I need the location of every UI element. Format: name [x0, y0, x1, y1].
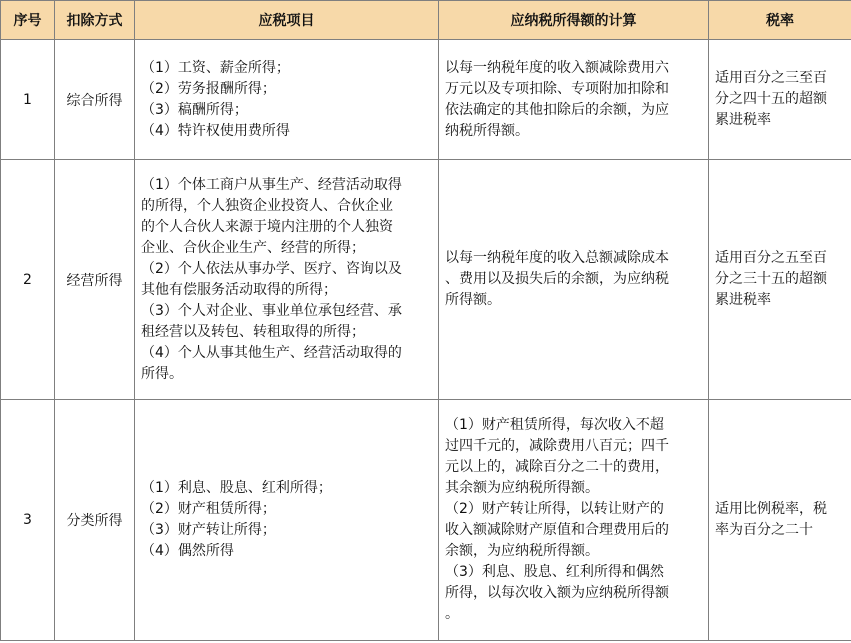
calc-line: 元以上的，减除百分之二十的费用，	[445, 459, 669, 475]
rate-line: 分之四十五的超额	[715, 91, 827, 107]
item-line: 的所得，个人独资企业投资人、合伙企业	[141, 197, 393, 214]
item-line: （2）劳务报酬所得；	[141, 80, 276, 97]
row-items	[135, 160, 439, 400]
calc-line: 余额，为应纳税所得额。	[445, 543, 599, 559]
item-line: （3）稿酬所得；	[141, 101, 248, 118]
header-method: 扣除方式	[55, 1, 135, 40]
row-rate	[709, 400, 851, 641]
row-index: 3	[1, 400, 55, 641]
item-line: 的个人合伙人来源于境内注册的个人独资	[141, 218, 393, 235]
calc-line: 收入额减除财产原值和合理费用后的	[445, 522, 669, 538]
calc-line: 以每一纳税年度的收入额减除费用六	[445, 59, 669, 76]
item-line: 其他有偿服务活动取得的所得；	[141, 281, 337, 298]
table-row	[1, 40, 851, 160]
calc-line: （3）利息、股息、红利所得和偶然	[445, 564, 664, 580]
rate-line: 率为百分之二十	[715, 522, 813, 538]
row-calc	[439, 400, 709, 641]
calc-line: 。	[445, 606, 459, 622]
item-line: （1）个体工商户从事生产、经营活动取得	[141, 176, 402, 193]
rate-line: 累进税率	[715, 292, 771, 308]
item-line: （1）工资、薪金所得；	[141, 59, 290, 76]
item-line: （4）个人从事其他生产、经营活动取得的	[141, 344, 402, 361]
rate-line: 累进税率	[715, 112, 771, 128]
rate-line: 适用百分之三至百	[715, 70, 827, 86]
item-line: （4）特许权使用费所得	[141, 122, 290, 139]
row-rate	[709, 40, 851, 160]
header-items: 应税项目	[135, 1, 439, 40]
calc-line: 依法确定的其他扣除后的余额，为应	[445, 101, 669, 118]
header-index: 序号	[1, 1, 55, 40]
row-method: 经营所得	[55, 160, 135, 400]
calc-line: 所得，以每次收入额为应纳税所得额	[445, 585, 669, 601]
row-items	[135, 400, 439, 641]
row-method: 分类所得	[55, 400, 135, 641]
rate-line: 适用百分之五至百	[715, 250, 827, 266]
header-rate: 税率	[709, 1, 851, 40]
row-rate	[709, 160, 851, 400]
row-items	[135, 40, 439, 160]
item-line: 所得。	[141, 365, 183, 382]
table-row	[1, 160, 851, 400]
row-index: 2	[1, 160, 55, 400]
row-calc	[439, 40, 709, 160]
calc-line: （1）财产租赁所得，每次收入不超	[445, 417, 664, 433]
item-line: （4）偶然所得	[141, 543, 234, 559]
table-header-row	[1, 1, 851, 40]
item-line: 租经营以及转包、转租取得的所得；	[141, 323, 365, 340]
header-calc: 应纳税所得额的计算	[439, 1, 709, 40]
rate-line: 适用比例税率，税	[715, 501, 827, 517]
row-calc	[439, 160, 709, 400]
calc-line: 以每一纳税年度的收入总额减除成本	[445, 250, 669, 266]
calc-line: （2）财产转让所得，以转让财产的	[445, 501, 664, 517]
calc-line: 万元以及专项扣除、专项附加扣除和	[445, 80, 669, 97]
table-row	[1, 400, 851, 641]
rate-line: 分之三十五的超额	[715, 271, 827, 287]
calc-line: 其余额为应纳税所得额。	[445, 480, 599, 496]
calc-line: 过四千元的，减除费用八百元；四千	[445, 438, 669, 454]
item-line: （2）财产租赁所得；	[141, 501, 276, 517]
item-line: （1）利息、股息、红利所得；	[141, 480, 332, 496]
item-line: （2）个人依法从事办学、医疗、咨询以及	[141, 260, 402, 277]
calc-line: 、费用以及损失后的余额，为应纳税	[445, 271, 669, 287]
item-line: （3）个人对企业、事业单位承包经营、承	[141, 302, 402, 319]
row-method: 综合所得	[55, 40, 135, 160]
item-line: 企业、合伙企业生产、经营的所得；	[141, 239, 365, 256]
row-index: 1	[1, 40, 55, 160]
calc-line: 纳税所得额。	[445, 122, 529, 139]
calc-line: 所得额。	[445, 292, 501, 308]
item-line: （3）财产转让所得；	[141, 522, 276, 538]
